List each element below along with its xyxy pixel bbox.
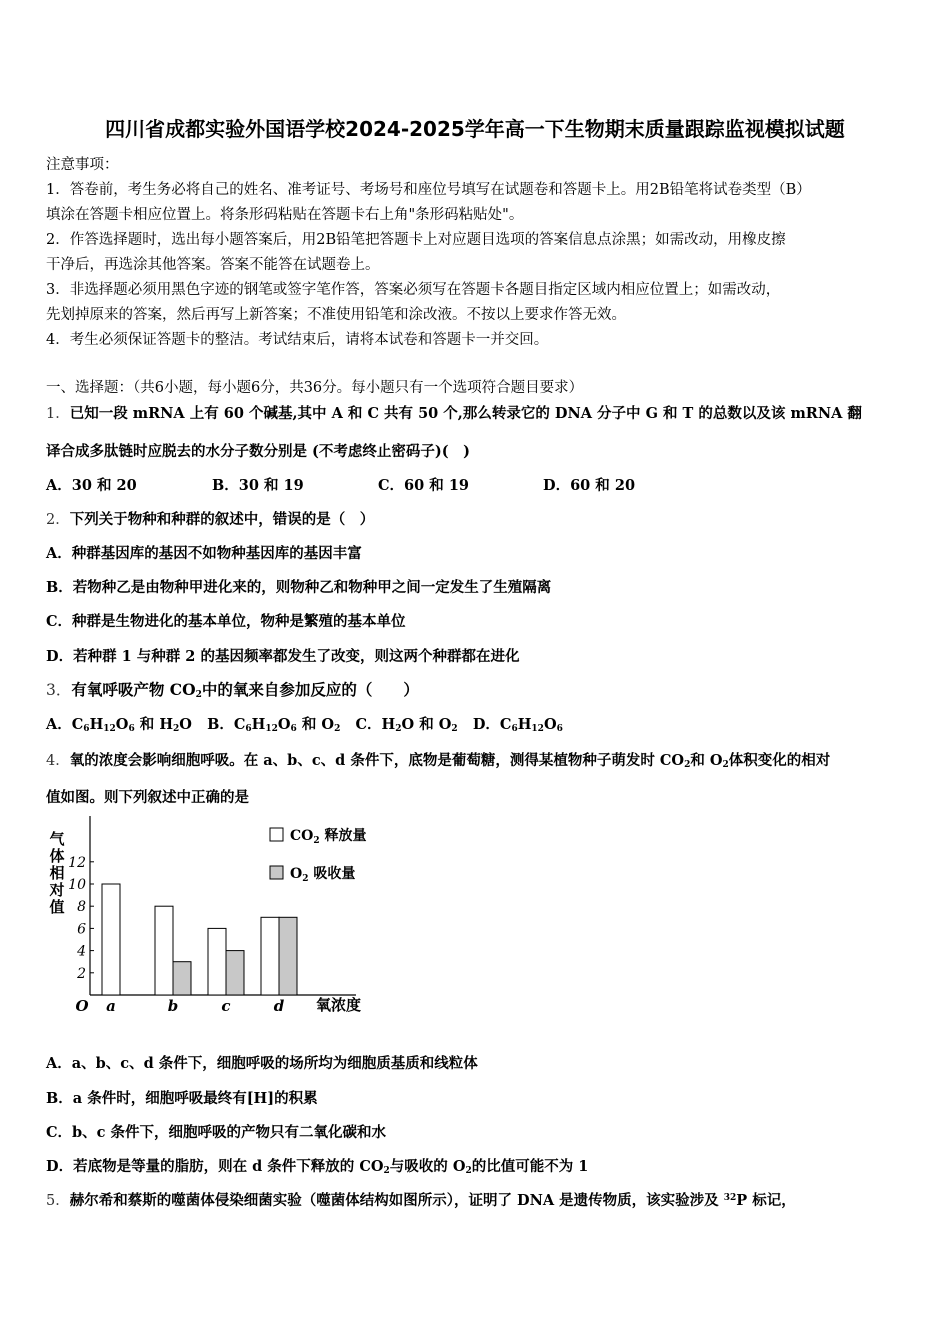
option-text: 的比值可能不为 1 [471,1158,589,1175]
q2-option-c: C．种群是生物进化的基本单位，物种是繁殖的基本单位 [46,613,406,630]
bar-co2-d [261,917,279,995]
q4-option-c: C．b、c 条件下，细胞呼吸的产物只有二氧化碳和水 [46,1124,387,1141]
x-tick-label: d [273,997,285,1015]
subscript: 2 [383,1166,390,1176]
question-number: 3． [46,681,72,699]
legend-swatch [270,828,283,841]
x-tick-label: b [167,997,179,1015]
page-title: 四川省成都实验外国语学校2024-2025学年高一下生物期末质量跟踪监视模拟试题 [105,117,845,141]
question-number: 2． [46,512,70,528]
question-text: 体积变化的相对 [728,752,831,769]
question-text: 有氧呼吸产物 CO [71,680,196,699]
superscript: 32 [723,1193,737,1203]
legend-swatch [270,866,283,879]
origin-label: O [75,997,89,1015]
legend-label: $CO_2$ 释放量 [290,828,367,846]
question-text: 和 O [690,752,723,769]
subscript: 12 [265,724,278,734]
question-4-stem-cont: 值如图。则下列叙述中正确的是 [46,789,249,806]
subscript: 2 [195,690,202,700]
q4-option-a: A．a、b、c、d 条件下，细胞呼吸的场所均为细胞质基质和线粒体 [46,1055,478,1072]
question-text: P 标记， [736,1192,796,1209]
formula-part: 和 [301,716,317,733]
formula-part: H [517,716,532,733]
question-text: 氧的浓度会影响细胞呼吸。在 a、b、c、d 条件下，底物是葡萄糖，测得某植物种子萌发时 CO [69,752,685,769]
y-axis-label-char: 相 [49,864,65,882]
formula-part: O [543,716,557,733]
formula-part: 和 [139,716,155,733]
question-5-stem [46,1189,796,1210]
formula-part: 和 [419,716,434,733]
q3-option-d: D．C [472,716,512,733]
subscript: 2 [684,760,691,770]
formula-part: O [277,716,291,733]
question-1-stem-cont: 译合成多肽链时应脱去的水分子数分别是 (不考虑终止密码子)( ) [46,443,470,460]
q1-option-a: A．30 和 20 [46,477,137,494]
q1-option-c: C．60 和 19 [378,477,469,494]
question-4-stem [46,749,830,770]
question-number: 4． [46,753,70,769]
bar-o2-d [279,917,297,995]
y-tick-label: 6 [77,921,86,938]
x-tick-label: c [221,997,231,1015]
subscript: 12 [103,724,116,734]
notice-line: 4．考生必须保证答题卡的整洁。考试结束后，请将本试卷和答题卡一并交回。 [46,332,549,348]
q3-option-c: C．H [355,716,396,733]
y-tick-label: 4 [77,943,86,960]
x-tick-label: a [106,997,116,1015]
formula-part: H [159,716,174,733]
option-text: 与吸收的 O [389,1158,466,1175]
notice-line: 干净后，再选涂其他答案。答案不能答在试题卷上。 [46,257,380,273]
subscript: 6 [83,724,90,734]
y-tick-label: 10 [68,877,86,893]
notice-line: 2．作答选择题时，选出每小题答案后，用2B铅笔把答题卡上对应题目选项的答案信息点涂黑；如需改动，用橡皮擦 [46,232,786,248]
subscript: 2 [451,724,458,734]
subscript: 6 [556,724,563,734]
subscript: 6 [128,724,135,734]
legend-label: $O_2$ 吸收量 [290,866,356,884]
subscript: 2 [334,724,341,734]
x-axis-label: 氧浓度 [316,996,362,1014]
question-number: 5． [46,1193,70,1209]
notice-heading: 注意事项： [46,157,119,173]
question-number: 1． [46,406,70,422]
subscript: 6 [511,724,518,734]
q3-option-a: A．C [46,716,84,733]
question-text: 赫尔希和蔡斯的噬菌体侵染细菌实验（噬菌体结构如图所示），证明了 DNA 是遗传物质，该实验涉及 [69,1192,719,1209]
formula-part: H [251,716,266,733]
q3-options [46,713,563,734]
subscript: 12 [531,724,544,734]
subscript: 6 [290,724,297,734]
formula-part: O [401,716,415,733]
q1-option-b: B．30 和 19 [212,477,304,494]
notice-line: 填涂在答题卡相应位置上。将条形码粘贴在答题卡右上角"条形码粘贴处"。 [46,207,524,223]
q3-option-b: B．C [207,716,246,733]
question-text: 下列关于物种和种群的叙述中，错误的是（ ） [69,511,375,528]
y-axis-label-char: 体 [49,847,65,865]
bar-chart [44,812,384,1020]
y-axis-label-char: 值 [49,898,65,916]
bar-o2-c [226,951,244,995]
subscript: 2 [465,1166,472,1176]
formula-part: O [438,716,452,733]
notice-line: 3．非选择题必须用黑色字迹的钢笔或签字笔作答，答案必须写在答题卡各题目指定区域内相应位置上；如需改动， [46,282,781,298]
subscript: 2 [173,724,180,734]
question-text: 已知一段 mRNA 上有 60 个碱基,其中 A 和 C 共有 50 个,那么转录它的 DNA 分子中 G 和 T 的总数以及该 mRNA 翻 [69,405,862,422]
q2-option-d: D．若种群 1 与种群 2 的基因频率都发生了改变，则这两个种群都在进化 [46,648,520,665]
y-tick-label: 2 [77,965,86,982]
y-tick-label: 8 [77,899,86,916]
bar-co2-a [102,884,120,995]
formula-part: O [179,716,192,733]
bar-o2-b [173,962,191,995]
y-tick-label: 12 [68,854,86,871]
option-text: D．若底物是等量的脂肪，则在 d 条件下释放的 CO [46,1158,384,1175]
bar-co2-b [155,906,173,995]
question-text: 中的氧来自参加反应的（ ） [201,680,419,699]
question-2-stem [46,508,374,529]
q1-option-d: D．60 和 20 [543,477,636,494]
bar-co2-c [208,928,226,995]
y-axis-label-char: 气 [49,830,65,848]
notice-line: 先划掉原来的答案，然后再写上新答案；不准使用铅笔和涂改液。不按以上要求作答无效。 [46,307,626,323]
formula-part: O [321,716,335,733]
notice-line: 1．答卷前，考生务必将自己的姓名、准考证号、考场号和座位号填写在试题卷和答题卡上。用2B铅笔将试卷类型（B） [46,182,811,198]
section-heading: 一、选择题：（共6小题，每小题6分，共36分。每小题只有一个选项符合题目要求） [46,380,584,396]
question-3-stem [46,678,419,700]
q2-option-b: B．若物种乙是由物种甲进化来的，则物种乙和物种甲之间一定发生了生殖隔离 [46,579,552,596]
subscript: 2 [395,724,402,734]
formula-part: O [115,716,129,733]
subscript: 2 [722,760,729,770]
q4-option-b: B．a 条件时，细胞呼吸最终有[H]的积累 [46,1090,318,1107]
formula-part: H [89,716,104,733]
question-1-stem [46,402,862,423]
q2-option-a: A．种群基因库的基因不如物种基因库的基因丰富 [46,545,362,562]
subscript: 6 [245,724,252,734]
y-axis-label-char: 对 [49,881,65,899]
q4-option-d [46,1155,588,1176]
